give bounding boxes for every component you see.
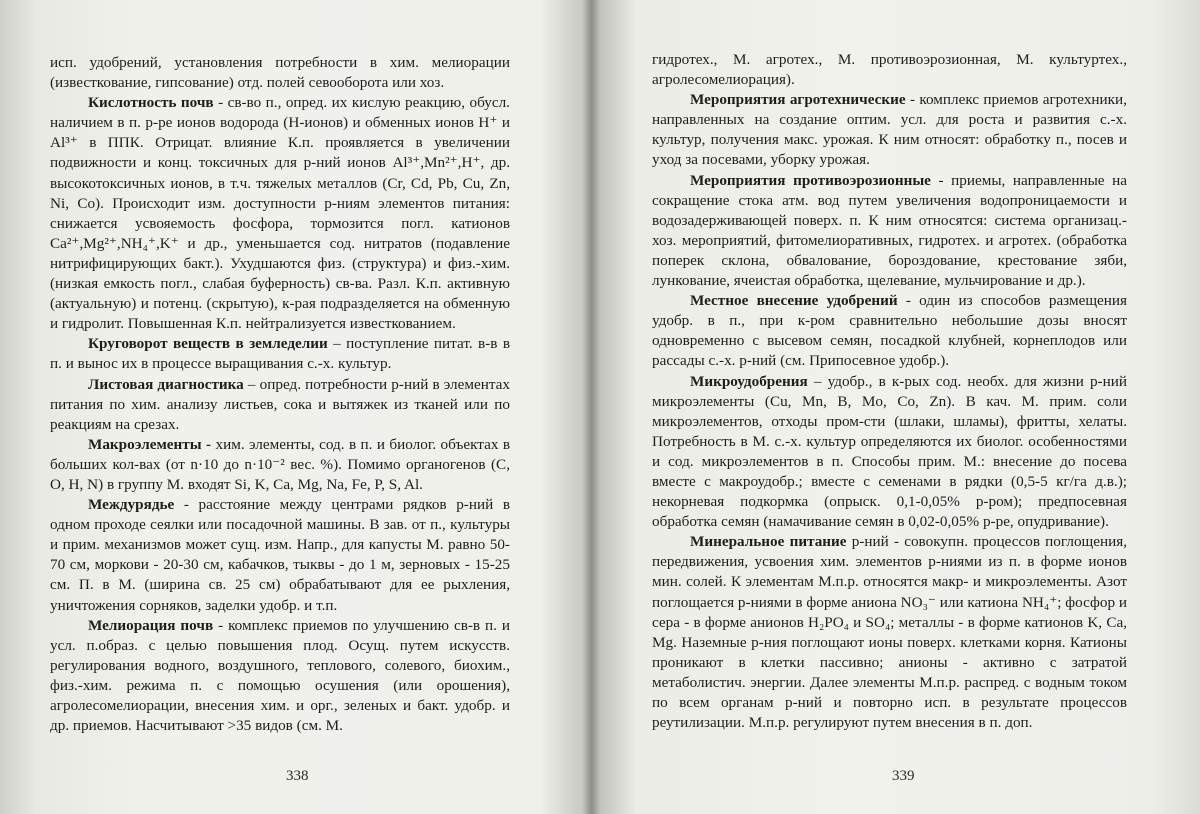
paragraph bbox=[50, 435, 510, 495]
definition-text: р-ний - совокупн. процессов поглощения, передвижения, усвоения хим. элементов р-ниями из п. в форме ионов мин. солей. К элементам М.п.р. относятся макр- и микроэлементы. Азот поглощается р-ниями в форме аниона NO₃⁻ или катиона NH₄⁺; фосфор и сера - в форме анионов H₂PO₄ и SO₄; металлы - в форме катионов K, Ca, Mg. Наземные р-ния поглощают ионы поверх. клетками корня. Катионы проникают в клетки пассивно; анионы - активно с затратой метаболистич. энергии. Далее элементы М.п.р. распред. с водным током по всем органам р-ний и повторно исп. в результате процессов реутилизации. М.п.р. регулируют путем внесения в п. доп. bbox=[652, 533, 1128, 732]
paragraph bbox=[652, 372, 1127, 533]
term-heading: Местное внесение удобрений bbox=[690, 292, 898, 310]
right-page-text-column bbox=[652, 50, 1127, 733]
definition-text: - один из способов размещения удобр. в п., при к-ром сравнительно небольшие дозы вносят одновременно с высевом семян, посадкой клубней, корнеплодов или рассады с.-х. р-ний (см. Припосевное удобр.). bbox=[652, 292, 1127, 370]
definition-text: - комплекс приемов по улучшению св-в п. и усл. п.образ. с целью повышения плод. Осущ. путем искусств. регулирования водного, воздушного, теплового, солевого, биохим., физ.-хим. режима п. с помощью осушения (или орошения), агролесомелиорации, внесения хим. и орг., зеленых и бакт. удобр. и др. приемов. Насчитывают >35 видов (см. М. bbox=[50, 616, 510, 735]
definition-text: гидротех., М. агротех., М. противоэрозионная, М. культуртех., агролесомелиорация). bbox=[652, 51, 1127, 89]
term-heading: Кислотность почв bbox=[88, 94, 214, 112]
paragraph bbox=[652, 291, 1127, 371]
term-heading: Минеральное питание bbox=[690, 533, 847, 551]
paragraph bbox=[50, 334, 510, 374]
page-number: 338 bbox=[286, 768, 309, 784]
term-heading: Круговорот веществ в земледелии bbox=[88, 335, 328, 353]
term-heading: Мероприятия противоэрозионные bbox=[690, 171, 931, 189]
term-heading: Макроэлементы - bbox=[88, 435, 212, 453]
paragraph bbox=[50, 616, 510, 737]
definition-text: - приемы, направленные на сокращение стока атм. вод путем увеличения водопроницаемости и водозадерживающей поверх. п. К ним относятся: система организац.-хоз. мероприятий, фитомелиоративных, гидротех. и агротех. (обработка поперек склона, обвалование, бороздование, крестование зяби, лункование, ячеистая обработка, щелевание, мульчирование и др.). bbox=[652, 171, 1127, 290]
paragraph bbox=[652, 90, 1127, 170]
right-page bbox=[600, 0, 1200, 814]
definition-text: хим. элементы, сод. в п. и биолог. объектах в больших кол-вах (от n·10 до n·10⁻² вес. %). Помимо органогенов (С, О, Н, N) в группу М. входят Si, K, Ca, Mg, Na, Fe, P, S, Al. bbox=[50, 435, 510, 493]
definition-text: – опред. потребности р-ний в элементах питания по хим. анализу листьев, сока и вытяжек из тканей или по реакциям на срезах. bbox=[50, 375, 510, 433]
definition-text: исп. удобрений, установления потребности в хим. мелиорации (известкование, гипсование) отд. полей севооборота или хоз. bbox=[50, 54, 510, 92]
term-heading: Микроудобрения bbox=[690, 372, 808, 390]
page-number: 339 bbox=[892, 768, 915, 784]
definition-text: – поступление питат. в-в в п. и вынос их в процессе выращивания с.-х. культур. bbox=[50, 335, 510, 373]
paragraph bbox=[50, 93, 510, 334]
paragraph bbox=[652, 532, 1127, 733]
term-heading: Листовая диагностика bbox=[88, 375, 244, 393]
paragraph bbox=[50, 375, 510, 435]
paragraph bbox=[652, 171, 1127, 292]
definition-text: - св-во п., опред. их кислую реакцию, обусл. наличием в п. р-ре ионов водорода (Н-ионов) и обменных ионов H⁺ и Al³⁺ в ППК. Отрицат. влияние К.п. проявляется в увеличении подвижности и конц. токсичных для р-ний ионов Al³⁺,Mn²⁺,H⁺, др. высокотоксичных ионов, в т.ч. тяжелых металлов (Cr, Cd, Pb, Cu, Zn, Ni, Co). Происходит изм. доступности р-ниям элементов питания: снижается усвояемость фосфора, тормозится погл. катионов Ca²⁺,Mg²⁺,NH₄⁺,K⁺ и др., уменьшается сод. нитратов (подавление нитрифицирующих бакт.). Ухудшаются физ. (структура) и физ.-хим. (низкая емкость погл., слабая буферность) св-ва. Разл. К.п. активную (актуальную) и потенц. (скрытую), к-рая подразделяется на обменную и гидролит. Повышенная К.п. нейтрализуется известкованием. bbox=[50, 94, 510, 333]
definition-text: – удобр., в к-рых сод. необх. для жизни р-ний микроэлементы (Cu, Mn, B, Mo, Co, Zn). В кач. М. прим. соли микроэлементов, отходы пром-сти (шлаки, шламы), фритты, хелаты. Потребность в М. с.-х. культур определяются их биолог. особенностями и сод. микроэлементов в п. Способы прим. М.: внесение до посева вместе с макроудобр.; вместе с семенами в рядки (0,5-5 кг/га д.в.); некорневая подкормка (опрыск. 0,1-0,05% р-ром); предпосевная обработка семян (намачивание семян в 0,02-0,05% р-ре, опудривание). bbox=[652, 372, 1127, 531]
left-page bbox=[0, 0, 590, 814]
paragraph bbox=[652, 50, 1127, 90]
left-page-text-column bbox=[50, 53, 510, 736]
paragraph bbox=[50, 53, 510, 93]
paragraph bbox=[50, 495, 510, 616]
definition-text: - комплекс приемов агротехники, направленных на создание оптим. усл. для роста и развития с.-х. культур, получения макс. урожая. К ним относят: обработку п., посев и уход за посевами, уборку урожая. bbox=[652, 91, 1127, 169]
term-heading: Мероприятия агротехнические bbox=[690, 91, 906, 109]
term-heading: Мелиорация почв bbox=[88, 616, 214, 634]
term-heading: Междурядье bbox=[88, 496, 175, 514]
definition-text: - расстояние между центрами рядков р-ний в одном проходе сеялки или посадочной машины. В зав. от п., культуры и прим. механизмов может сущ. изм. Напр., для капусты М. равно 50-70 см, моркови - 20-30 см, кабачков, тыквы - до 1 м, зерновых - 15-25 см. П. в М. (ширина св. 25 см) обрабатывают для ее рыхления, уничтожения сорняков, заделки удобр. и т.п. bbox=[50, 496, 510, 614]
